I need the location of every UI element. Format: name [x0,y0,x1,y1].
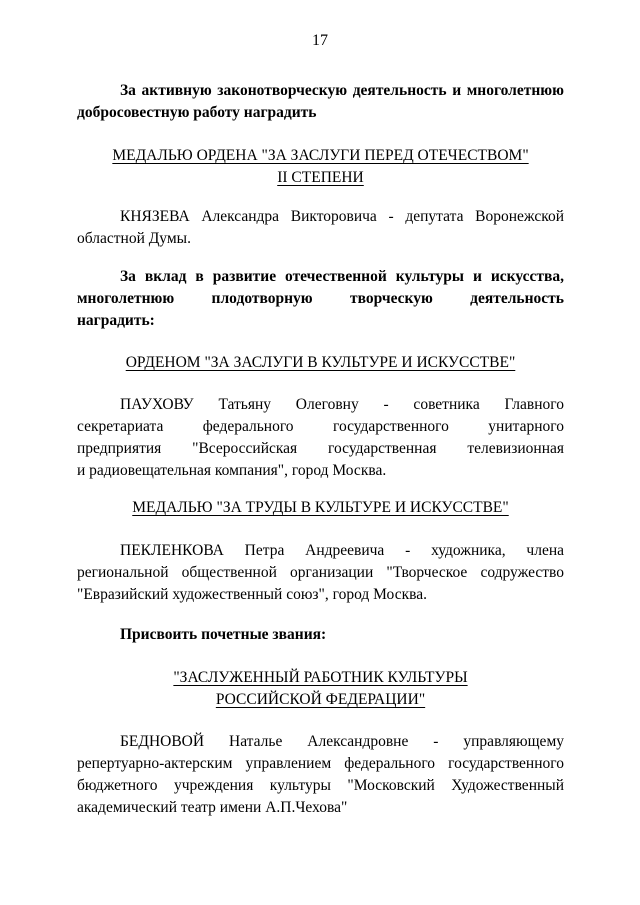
recipient-line: региональной общественной организации "Творческое содружество [77,564,564,581]
heading-line: ОРДЕНОМ "ЗА ЗАСЛУГИ В КУЛЬТУРЕ И ИСКУССТВЕ" [125,354,516,371]
recipient-line: БЕДНОВОЙ Наталье Александровне - управляющему [120,733,564,750]
recipient-line: КНЯЗЕВА Александра Викторовича - депутата Воронежской [120,208,564,225]
award-heading-order-culture [77,352,564,374]
page-number: 17 [312,32,328,49]
recipient-line: областной Думы. [77,230,191,247]
award-heading-medal-order-merit [77,145,564,189]
intro-line: многолетнюю плодотворную творческую деятельность [77,290,564,307]
recipient-line: секретариата федерального государственного унитарного [77,418,564,435]
award-heading-honored-culture-worker [77,667,564,711]
heading-line: РОССИЙСКОЙ ФЕДЕРАЦИИ" [215,691,426,708]
intro-line: За активную законотворческую деятельность и многолетнюю [120,82,564,99]
recipient-line: бюджетного учреждения культуры "Московский Художественный [77,777,564,794]
intro-line: Присвоить почетные звания: [120,626,327,643]
intro-line: За вклад в развитие отечественной культуры и искусства, [120,268,564,285]
award-intro-legislative [77,80,564,124]
heading-line: МЕДАЛЬЮ ОРДЕНА "ЗА ЗАСЛУГИ ПЕРЕД ОТЕЧЕСТВОМ" [112,147,529,164]
recipient-line: ПАУХОВУ Татьяну Олеговну - советника Главного [120,396,564,413]
heading-line: МЕДАЛЬЮ "ЗА ТРУДЫ В КУЛЬТУРЕ И ИСКУССТВЕ" [132,499,509,516]
recipient-line: академический театр имени А.П.Чехова" [77,799,348,816]
recipient-line: и радиовещательная компания", город Москва. [77,462,387,479]
award-heading-medal-culture [77,497,564,519]
recipient-paukhova [77,394,564,482]
intro-line: наградить: [77,312,155,329]
award-intro-honorary-titles [77,624,564,646]
recipient-knyazev [77,206,564,250]
recipient-line: "Евразийский художественный союз", город Москва. [77,586,427,603]
heading-line: II СТЕПЕНИ [277,169,364,186]
intro-line: добросовестную работу наградить [77,104,317,121]
recipient-line: предприятия "Всероссийская государственная телевизионная [77,440,564,457]
recipient-bednova [77,731,564,819]
recipient-line: ПЕКЛЕНКОВА Петра Андреевича - художника, члена [120,542,564,559]
recipient-line: репертуарно-актерским управлением федерального государственного [77,755,564,772]
heading-line: "ЗАСЛУЖЕННЫЙ РАБОТНИК КУЛЬТУРЫ [173,669,468,686]
recipient-peklenkov [77,540,564,606]
award-intro-culture [77,266,564,332]
